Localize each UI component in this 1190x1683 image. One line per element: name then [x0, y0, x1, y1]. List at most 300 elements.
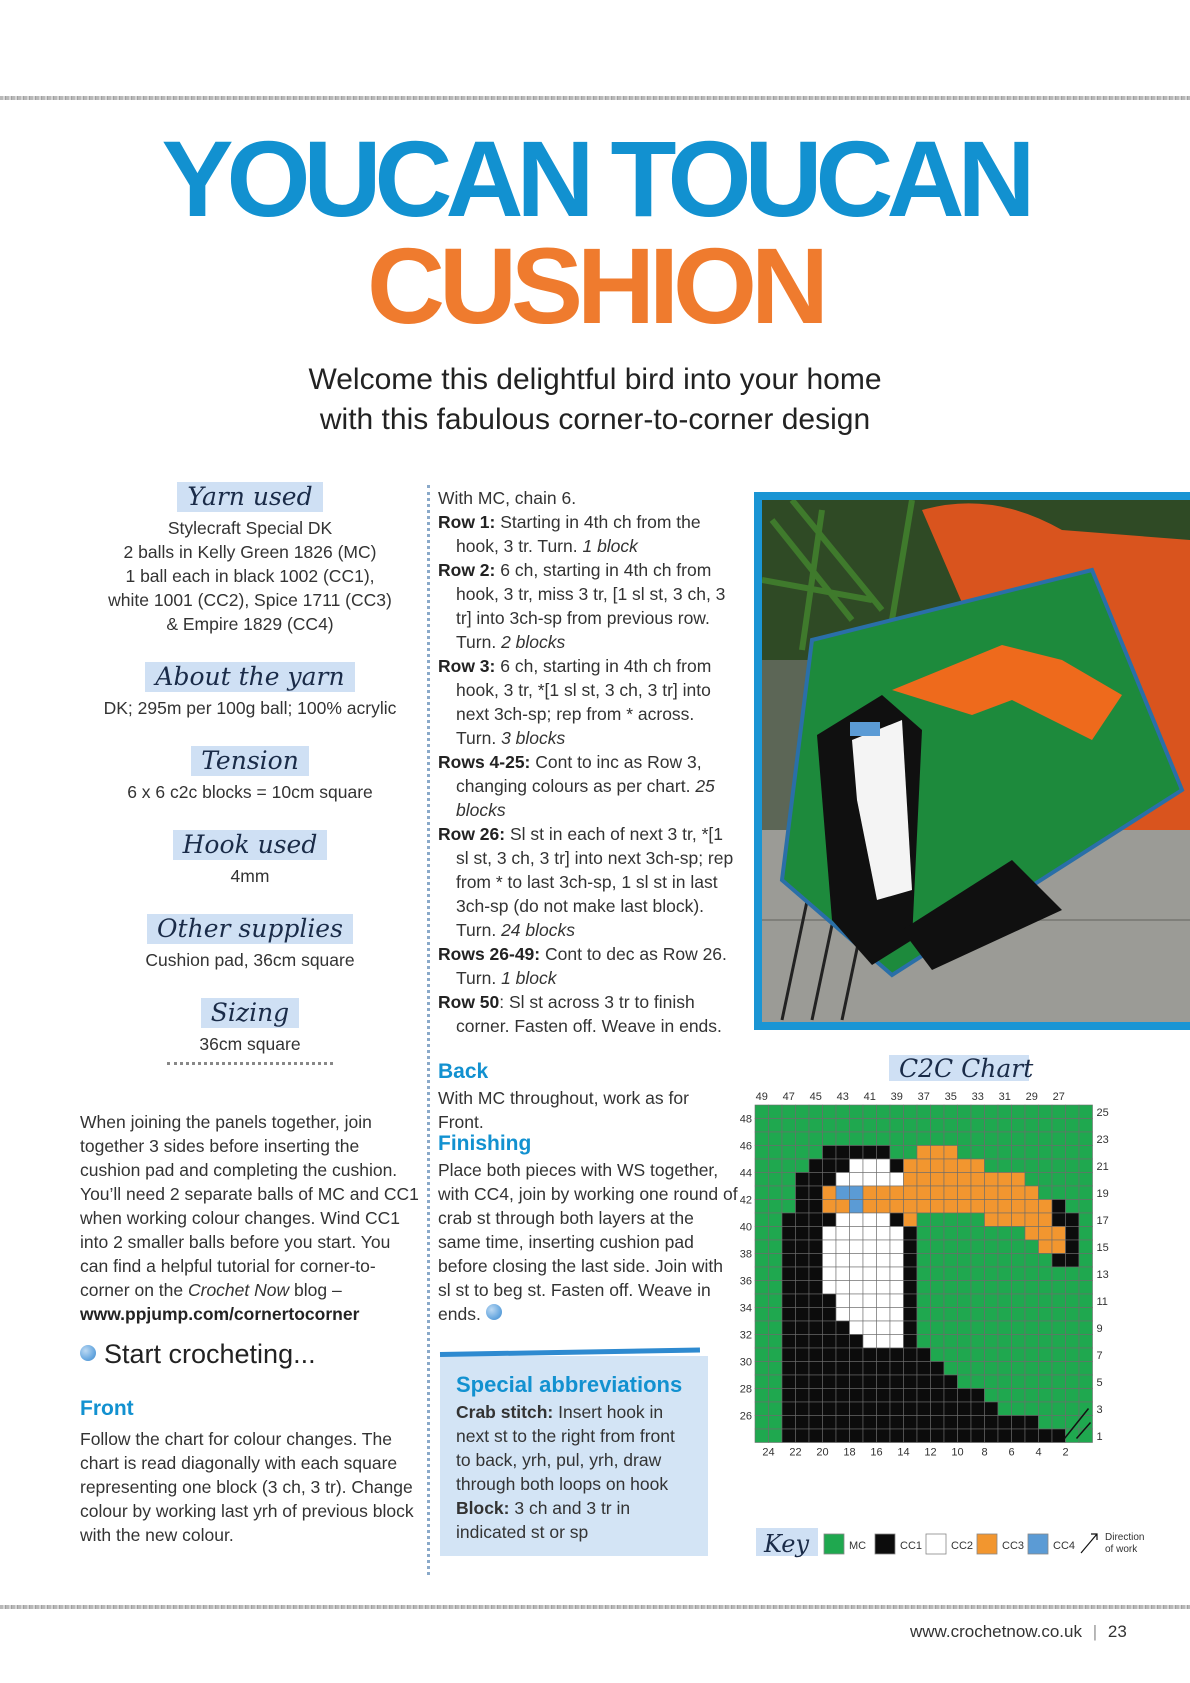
chart-cell	[850, 1240, 864, 1254]
chart-cell	[782, 1375, 796, 1389]
intro-line: With MC, chain 6.	[438, 488, 577, 508]
chart-cell	[917, 1213, 931, 1227]
chart-cell	[1012, 1146, 1026, 1160]
chart-cell	[1025, 1335, 1039, 1349]
chart-cell	[863, 1267, 877, 1281]
chart-cell	[769, 1335, 783, 1349]
chart-cell	[782, 1132, 796, 1146]
chart-cell	[1039, 1213, 1053, 1227]
chart-cell	[1052, 1200, 1066, 1214]
chart-cell	[985, 1389, 999, 1403]
chart-cell	[958, 1240, 972, 1254]
chart-cell	[1012, 1267, 1026, 1281]
chart-cell	[836, 1402, 850, 1416]
chart-grid	[755, 1105, 1093, 1443]
chart-cell	[863, 1240, 877, 1254]
chart-cell	[809, 1119, 823, 1133]
row-text: Sl st in each of next 3 tr, *[1 sl st, 3 ch, 3 tr] into next 3ch-sp; rep from * to last 3ch-sp, 1 sl st in last 3ch-sp (do not make last block). Turn.	[456, 824, 734, 940]
chart-cell	[917, 1348, 931, 1362]
yarn-line: white 1001 (CC2), Spice 1711 (CC3)	[108, 590, 392, 610]
chart-cell	[931, 1308, 945, 1322]
chart-cell	[755, 1173, 769, 1187]
chart-cell	[769, 1308, 783, 1322]
chart-cell	[1039, 1402, 1053, 1416]
chart-cell	[1066, 1186, 1080, 1200]
chart-cell	[1025, 1132, 1039, 1146]
chart-cell	[809, 1227, 823, 1241]
chart-cell	[850, 1416, 864, 1430]
chart-cell	[985, 1402, 999, 1416]
chart-cell	[1025, 1213, 1039, 1227]
chart-cell	[1012, 1186, 1026, 1200]
chart-cell	[958, 1213, 972, 1227]
chart-cell	[931, 1389, 945, 1403]
chart-cell	[850, 1186, 864, 1200]
about-yarn-text: DK; 295m per 100g ball; 100% acrylic	[103, 698, 397, 718]
chart-cell	[1066, 1105, 1080, 1119]
chart-cell	[1039, 1389, 1053, 1403]
chart-cell	[917, 1227, 931, 1241]
chart-cell	[836, 1105, 850, 1119]
chart-cell	[823, 1429, 837, 1443]
chart-cell	[823, 1119, 837, 1133]
chart-cell	[1079, 1281, 1093, 1295]
chart-cell	[917, 1402, 931, 1416]
chart-cell	[1079, 1173, 1093, 1187]
chart-cell	[850, 1146, 864, 1160]
chart-cell	[1052, 1240, 1066, 1254]
chart-cell	[1039, 1200, 1053, 1214]
chart-cell	[890, 1200, 904, 1214]
chart-cell	[1012, 1294, 1026, 1308]
chart-cell	[1012, 1227, 1026, 1241]
chart-cell	[1025, 1146, 1039, 1160]
chart-top-label: 27	[1052, 1091, 1065, 1103]
chart-cell	[1012, 1362, 1026, 1376]
chart-right-label: 13	[1096, 1268, 1109, 1281]
chart-cell	[877, 1267, 891, 1281]
chart-cell	[958, 1308, 972, 1322]
column-divider	[427, 485, 430, 1575]
abbreviation-term: Block:	[456, 1498, 510, 1518]
chart-cell	[931, 1132, 945, 1146]
chart-cell	[1025, 1105, 1039, 1119]
front-text: Follow the chart for colour changes. The chart is read diagonally with each square representing one block (3 ch, 3 tr). Change colour by working last yrh of previous block with the new colour.	[80, 1429, 414, 1545]
row-count: 1 block	[501, 968, 557, 988]
chart-cell	[917, 1173, 931, 1187]
chart-left-label: 38	[739, 1248, 752, 1261]
chart-cell	[944, 1254, 958, 1268]
chart-cell	[863, 1308, 877, 1322]
chart-cell	[877, 1308, 891, 1322]
chart-top-label: 43	[836, 1091, 849, 1103]
chart-cell	[944, 1294, 958, 1308]
chart-cell	[769, 1146, 783, 1160]
row-text: : Sl st across 3 tr to finish corner. Fasten off. Weave in ends.	[456, 992, 722, 1036]
chart-cell	[782, 1254, 796, 1268]
chart-cell	[863, 1159, 877, 1173]
chart-cell	[971, 1146, 985, 1160]
chart-cell	[796, 1173, 810, 1187]
chart-cell	[998, 1335, 1012, 1349]
chart-cell	[782, 1321, 796, 1335]
joining-text: When joining the panels together, join together 3 sides before inserting the cushion pad and completing the cushion. You’ll need 2 separate balls of MC and CC1 when working colour changes. Wind CC1 into 2 smaller balls before you start. You can find a helpful tutorial for corner-to-corner on the	[80, 1112, 419, 1300]
chart-cell	[944, 1240, 958, 1254]
subtitle-line-1: Welcome this delightful bird into your home	[308, 363, 882, 396]
chart-cell	[1039, 1159, 1053, 1173]
chart-cell	[836, 1348, 850, 1362]
chart-cell	[1012, 1200, 1026, 1214]
chart-cell	[917, 1281, 931, 1295]
chart-cell	[836, 1200, 850, 1214]
chart-cell	[755, 1294, 769, 1308]
chart-cell	[917, 1362, 931, 1376]
chart-cell	[971, 1200, 985, 1214]
chart-cell	[755, 1429, 769, 1443]
chart-cell	[998, 1294, 1012, 1308]
row-text: 6 ch, starting in 4th ch from hook, 3 tr, *[1 sl st, 3 ch, 3 tr] into next 3ch-sp; rep from * across. Turn.	[456, 656, 712, 748]
chart-bottom-label: 8	[981, 1446, 988, 1459]
chart-cell	[823, 1389, 837, 1403]
chart-cell	[917, 1146, 931, 1160]
chart-cell	[890, 1159, 904, 1173]
chart-cell	[782, 1402, 796, 1416]
chart-cell	[1052, 1362, 1066, 1376]
chart-cell	[985, 1173, 999, 1187]
chart-cell	[755, 1159, 769, 1173]
chart-cell	[917, 1416, 931, 1430]
tutorial-link[interactable]: www.ppjump.com/cornertocorner	[80, 1304, 360, 1324]
chart-cell	[958, 1321, 972, 1335]
chart-cell	[998, 1173, 1012, 1187]
chart-cell	[904, 1375, 918, 1389]
chart-cell	[1052, 1119, 1066, 1133]
chart-cell	[1025, 1416, 1039, 1430]
chart-cell	[944, 1159, 958, 1173]
chart-cell	[1066, 1213, 1080, 1227]
chart-right-label: 23	[1096, 1133, 1109, 1146]
chart-cell	[1052, 1294, 1066, 1308]
row-instructions	[438, 486, 738, 1038]
row-text: Starting in 4th ch from the hook, 3 tr. Turn.	[456, 512, 701, 556]
chart-cell	[944, 1321, 958, 1335]
key-swatch	[824, 1534, 844, 1554]
chart-cell	[890, 1362, 904, 1376]
chart-cell	[769, 1389, 783, 1403]
chart-cell	[850, 1429, 864, 1443]
chart-bottom-label: 14	[897, 1446, 910, 1459]
chart-cell	[944, 1348, 958, 1362]
chart-cell	[890, 1119, 904, 1133]
chart-cell	[836, 1119, 850, 1133]
chart-right-label: 25	[1096, 1106, 1109, 1119]
chart-cell	[1025, 1389, 1039, 1403]
chart-cell	[796, 1416, 810, 1430]
chart-cell	[769, 1321, 783, 1335]
chart-cell	[1039, 1308, 1053, 1322]
front-heading: Front	[80, 1397, 134, 1420]
chart-cell	[998, 1362, 1012, 1376]
chart-cell	[985, 1362, 999, 1376]
chart-cell	[836, 1173, 850, 1187]
chart-cell	[863, 1227, 877, 1241]
chart-cell	[890, 1281, 904, 1295]
chart-cell	[1025, 1348, 1039, 1362]
chart-cell	[877, 1105, 891, 1119]
chart-cell	[1025, 1281, 1039, 1295]
chart-bottom-label: 6	[1008, 1446, 1015, 1459]
chart-cell	[971, 1308, 985, 1322]
chart-cell	[755, 1281, 769, 1295]
chart-cell	[985, 1375, 999, 1389]
chart-cell	[944, 1308, 958, 1322]
chart-cell	[782, 1159, 796, 1173]
chart-cell	[958, 1227, 972, 1241]
tension-text: 6 x 6 c2c blocks = 10cm square	[127, 782, 373, 802]
chart-left-label: 34	[739, 1302, 752, 1315]
chart-cell	[1039, 1362, 1053, 1376]
chart-cell	[1025, 1267, 1039, 1281]
chart-cell	[782, 1281, 796, 1295]
joining-note	[80, 1110, 420, 1326]
chart-cell	[904, 1119, 918, 1133]
chart-cell	[863, 1321, 877, 1335]
chart-cell	[944, 1335, 958, 1349]
chart-cell	[755, 1389, 769, 1403]
chart-cell	[1079, 1308, 1093, 1322]
chart-cell	[863, 1254, 877, 1268]
chart-cell	[958, 1335, 972, 1349]
chart-cell	[931, 1429, 945, 1443]
chart-cell	[769, 1416, 783, 1430]
joining-text-end: blog –	[289, 1280, 342, 1300]
chart-cell	[796, 1389, 810, 1403]
page-number: 23	[1107, 1622, 1127, 1641]
chart-cell	[769, 1362, 783, 1376]
chart-cell	[755, 1375, 769, 1389]
chart-cell	[1039, 1173, 1053, 1187]
chart-cell	[836, 1281, 850, 1295]
chart-cell	[796, 1105, 810, 1119]
chart-cell	[1052, 1146, 1066, 1160]
chart-cell	[958, 1105, 972, 1119]
chart-top-label: 29	[1025, 1091, 1038, 1103]
chart-cell	[944, 1146, 958, 1160]
chart-cell	[1052, 1105, 1066, 1119]
chart-cell	[904, 1294, 918, 1308]
chart-cell	[890, 1389, 904, 1403]
chart-cell	[809, 1200, 823, 1214]
other-supplies-text: Cushion pad, 36cm square	[145, 950, 355, 970]
chart-cell	[917, 1429, 931, 1443]
chart-cell	[823, 1308, 837, 1322]
yarn-line: & Empire 1829 (CC4)	[166, 614, 334, 634]
chart-cell	[971, 1186, 985, 1200]
chart-cell	[755, 1200, 769, 1214]
chart-cell	[917, 1375, 931, 1389]
chart-cell	[904, 1362, 918, 1376]
chart-cell	[1079, 1105, 1093, 1119]
yarn-ball-icon	[486, 1304, 502, 1320]
back-text: With MC throughout, work as for Front.	[438, 1088, 689, 1132]
chart-cell	[850, 1132, 864, 1146]
chart-cell	[1066, 1240, 1080, 1254]
chart-left-label: 30	[739, 1356, 752, 1369]
footer-url[interactable]: www.crochetnow.co.uk	[910, 1622, 1082, 1641]
chart-cell	[823, 1105, 837, 1119]
chart-right-label: 21	[1096, 1160, 1109, 1173]
chart-right-label: 7	[1096, 1349, 1103, 1362]
chart-cell	[971, 1389, 985, 1403]
chart-cell	[971, 1105, 985, 1119]
chart-cell	[958, 1402, 972, 1416]
chart-cell	[836, 1362, 850, 1376]
instruction-row	[438, 990, 738, 1038]
chart-cell	[971, 1429, 985, 1443]
chart-cell	[917, 1335, 931, 1349]
chart-cell	[809, 1321, 823, 1335]
chart-cell	[971, 1375, 985, 1389]
chart-top-label: 41	[863, 1091, 876, 1103]
chart-cell	[1025, 1321, 1039, 1335]
chart-cell	[1066, 1200, 1080, 1214]
chart-top-label: 49	[755, 1091, 768, 1103]
chart-cell	[877, 1240, 891, 1254]
chart-cell	[850, 1348, 864, 1362]
chart-cell	[1012, 1119, 1026, 1133]
chart-cell	[1066, 1294, 1080, 1308]
chart-cell	[1079, 1402, 1093, 1416]
chart-cell	[985, 1416, 999, 1430]
chart-cell	[904, 1267, 918, 1281]
chart-cell	[809, 1213, 823, 1227]
chart-cell	[769, 1105, 783, 1119]
chart-cell	[998, 1308, 1012, 1322]
chart-cell	[863, 1186, 877, 1200]
chart-cell	[809, 1267, 823, 1281]
chart-cell	[931, 1281, 945, 1295]
chart-label-box	[889, 1051, 1049, 1085]
chart-cell	[863, 1132, 877, 1146]
chart-cell	[1079, 1186, 1093, 1200]
chart-cell	[850, 1119, 864, 1133]
sizing-heading: Sizing	[201, 998, 299, 1028]
chart-cell	[917, 1186, 931, 1200]
chart-bottom-label: 20	[816, 1446, 829, 1459]
bottom-rule	[0, 1605, 1190, 1609]
chart-cell	[823, 1173, 837, 1187]
chart-left-label: 42	[739, 1194, 752, 1207]
footer-separator: |	[1092, 1622, 1098, 1641]
chart-cell	[1039, 1429, 1053, 1443]
chart-cell	[1079, 1375, 1093, 1389]
chart-cell	[836, 1267, 850, 1281]
chart-cell	[755, 1186, 769, 1200]
chart-cell	[850, 1389, 864, 1403]
chart-cell	[1012, 1240, 1026, 1254]
chart-cell	[958, 1348, 972, 1362]
chart-cell	[755, 1335, 769, 1349]
other-supplies-heading: Other supplies	[147, 914, 353, 944]
chart-cell	[836, 1227, 850, 1241]
chart-cell	[823, 1335, 837, 1349]
chart-cell	[823, 1159, 837, 1173]
chart-cell	[985, 1321, 999, 1335]
chart-cell	[1052, 1267, 1066, 1281]
chart-cell	[796, 1375, 810, 1389]
chart-cell	[917, 1321, 931, 1335]
start-crocheting	[80, 1337, 316, 1371]
chart-cell	[769, 1159, 783, 1173]
chart-cell	[917, 1308, 931, 1322]
chart-cell	[1066, 1281, 1080, 1295]
chart-cell	[998, 1281, 1012, 1295]
chart-cell	[890, 1213, 904, 1227]
chart-cell	[796, 1362, 810, 1376]
chart-cell	[823, 1213, 837, 1227]
chart-cell	[769, 1348, 783, 1362]
chart-cell	[877, 1362, 891, 1376]
chart-top-label: 33	[971, 1091, 984, 1103]
chart-cell	[796, 1159, 810, 1173]
chart-cell	[1039, 1294, 1053, 1308]
chart-cell	[958, 1159, 972, 1173]
chart-cell	[877, 1281, 891, 1295]
direction-label: of work	[1105, 1544, 1138, 1555]
chart-cell	[1052, 1375, 1066, 1389]
chart-cell	[1052, 1173, 1066, 1187]
finishing-text	[438, 1158, 738, 1326]
chart-cell	[836, 1132, 850, 1146]
chart-cell	[971, 1281, 985, 1295]
chart-cell	[796, 1213, 810, 1227]
chart-cell	[971, 1267, 985, 1281]
subtitle	[0, 360, 1190, 440]
chart-cell	[931, 1200, 945, 1214]
chart-cell	[836, 1416, 850, 1430]
c2c-chart	[735, 1088, 1155, 1508]
chart-cell	[809, 1105, 823, 1119]
chart-bottom-label: 2	[1062, 1446, 1069, 1459]
chart-cell	[769, 1294, 783, 1308]
chart-cell	[836, 1159, 850, 1173]
chart-cell	[877, 1159, 891, 1173]
chart-cell	[904, 1227, 918, 1241]
chart-cell	[985, 1281, 999, 1295]
chart-cell	[809, 1402, 823, 1416]
chart-cell	[755, 1227, 769, 1241]
chart-cell	[1012, 1389, 1026, 1403]
chart-cell	[904, 1335, 918, 1349]
chart-cell	[1079, 1240, 1093, 1254]
chart-cell	[863, 1335, 877, 1349]
chart-cell	[931, 1402, 945, 1416]
key-code: CC2	[951, 1540, 974, 1552]
chart-cell	[796, 1132, 810, 1146]
chart-cell	[1079, 1335, 1093, 1349]
chart-cell	[809, 1308, 823, 1322]
chart-cell	[931, 1294, 945, 1308]
chart-cell	[877, 1429, 891, 1443]
chart-cell	[1039, 1267, 1053, 1281]
row-label: Row 1:	[438, 512, 496, 532]
special-abbreviations-box	[440, 1356, 708, 1556]
chart-cell	[823, 1200, 837, 1214]
chart-cell	[850, 1402, 864, 1416]
chart-cell	[796, 1321, 810, 1335]
chart-cell	[1012, 1429, 1026, 1443]
back-heading: Back	[438, 1060, 489, 1083]
